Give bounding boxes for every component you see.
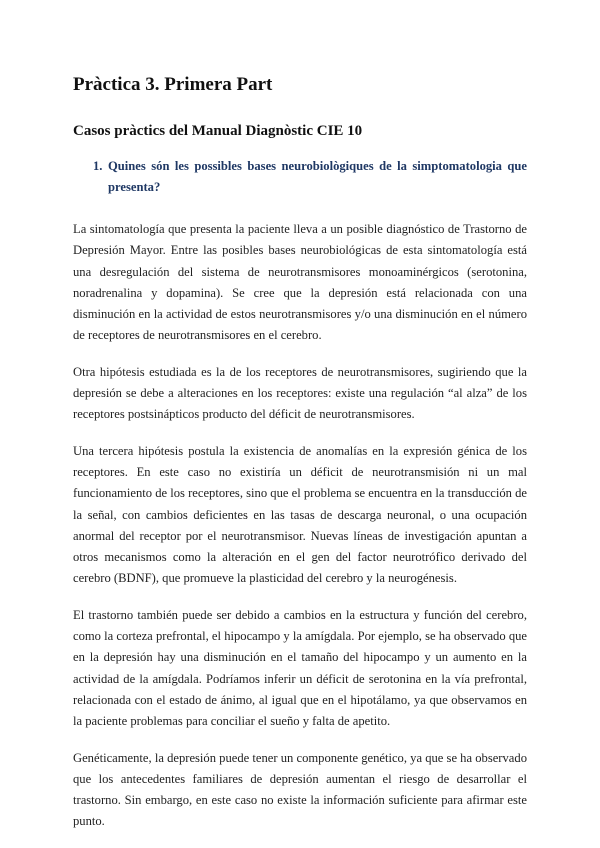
question-text: Quines són les possibles bases neurobiològiques de la simptomatologia que presenta? xyxy=(108,159,527,194)
document-title: Pràctica 3. Primera Part xyxy=(73,74,273,95)
paragraph: Genéticamente, la depresión puede tener un componente genético, ya que se ha observado que los antecedentes familiares de depresión aumentan el riesgo de desarrollar el trastorno. Sin embargo, en este caso no existe la información suficiente para afirmar este punto. xyxy=(73,750,527,829)
document-subtitle: Casos pràctics del Manual Diagnòstic CIE 10 xyxy=(73,123,363,139)
question-item xyxy=(93,156,527,198)
question-number: 1. xyxy=(93,159,103,173)
paragraph: El trastorno también puede ser debido a cambios en la estructura y función del cerebro, como la corteza prefrontal, el hipocampo y la amígdala. Por ejemplo, se ha observado que en la depresión hay una disminución en el tamaño del hipocampo y un aumento en la actividad de la amígdala. Podríamos inferir un déficit de serotonina en la vía prefrontal, relacionada con el estado de ánimo, al igual que en el hipotálamo, ya que observamos en la paciente problemas para conciliar el sueño y falta de apetito. xyxy=(73,607,527,729)
paragraph: Una tercera hipótesis postula la existencia de anomalías en la expresión génica de los receptores. En este caso no existiría un déficit de neurotransmisión ni un mal funcionamiento de los receptores, sino que el problema se encuentra en la transducción de la señal, con cambios deficientes en las tasas de descarga neuronal, o una ocupación anormal del receptor por el neurotransmisor. Nuevas líneas de investigación apuntan a otros mecanismos como la alteración en el gen del factor neurotrófico derivado del cerebro (BDNF), que promueve la plasticidad del cerebro y la neurogénesis. xyxy=(73,443,527,586)
paragraph: Otra hipótesis estudiada es la de los receptores de neurotransmisores, sugiriendo que la depresión se debe a alteraciones en los receptores: existe una regulación “al alza” de los receptores postsinápticos producto del déficit de neurotransmisores. xyxy=(73,364,527,422)
paragraph: La sintomatología que presenta la paciente lleva a un posible diagnóstico de Trastorno de Depresión Mayor. Entre las posibles bases neurobiológicas de esta sintomatología está una desregulación del sistema de neurotransmisores monoaminérgicos (serotonina, noradrenalina y dopamina). Se cree que la depresión está relacionada con una disminución en la actividad de estos neurotransmisores y/o una disminución en el número de receptores de neurotransmisores en el cerebro. xyxy=(73,222,527,343)
